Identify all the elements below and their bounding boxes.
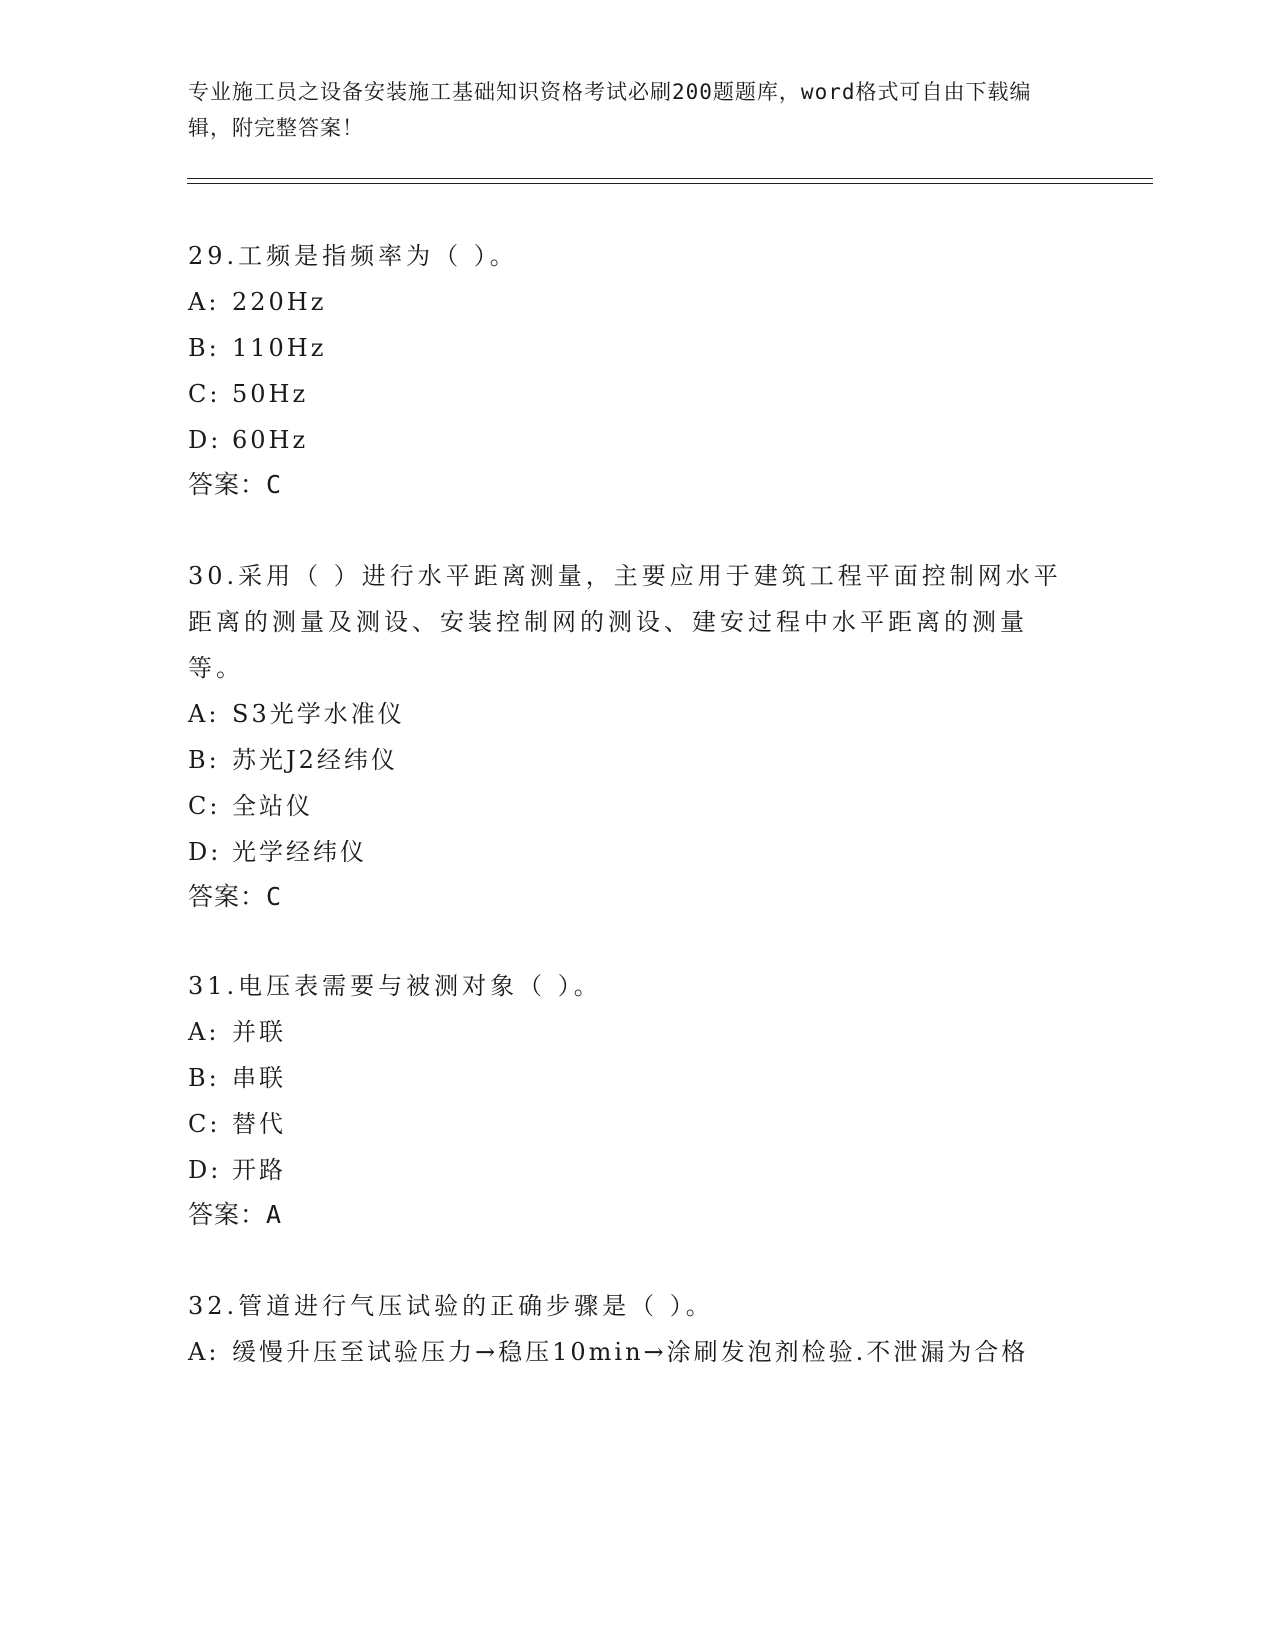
option-text: S3光学水准仪 — [232, 700, 405, 728]
option-a — [188, 1009, 1068, 1055]
option-c — [188, 1101, 1068, 1147]
option-text: 并联 — [232, 1018, 286, 1046]
option-d — [188, 417, 1068, 463]
option-text: 60Hz — [232, 426, 309, 454]
answer-line: 答案：A — [188, 1200, 283, 1229]
option-b — [188, 737, 1068, 783]
option-text: 替代 — [232, 1110, 286, 1138]
header-divider-bottom — [187, 183, 1153, 184]
option-a — [188, 279, 1068, 325]
answer-line: 答案：C — [188, 470, 283, 499]
option-label: D: — [188, 1156, 222, 1184]
option-label: C: — [188, 380, 221, 408]
option-label: B: — [188, 746, 220, 774]
question-31 — [188, 963, 1068, 1237]
question-stem: 32.管道进行气压试验的正确步骤是（ ）。 — [188, 1292, 714, 1320]
option-label: A: — [188, 700, 220, 728]
option-c — [188, 371, 1068, 417]
option-label: B: — [188, 334, 220, 362]
option-text: 缓慢升压至试验压力→稳压10min→涂刷发泡剂检验.不泄漏为合格 — [232, 1338, 1029, 1366]
option-text: 开路 — [232, 1156, 286, 1184]
option-text: 苏光J2经纬仪 — [232, 746, 398, 774]
option-text: 220Hz — [232, 288, 327, 316]
option-text: 全站仪 — [232, 792, 313, 820]
option-label: A: — [188, 288, 220, 316]
option-b — [188, 325, 1068, 371]
option-text: 串联 — [232, 1064, 286, 1092]
answer-line: 答案：C — [188, 882, 283, 911]
option-text: 110Hz — [232, 334, 327, 362]
option-a — [188, 1329, 1068, 1375]
option-label: D: — [188, 838, 222, 866]
option-d — [188, 1147, 1068, 1193]
option-text: 光学经纬仪 — [232, 838, 367, 866]
option-b — [188, 1055, 1068, 1101]
option-d — [188, 829, 1068, 875]
question-32 — [188, 1283, 1068, 1375]
option-label: A: — [188, 1338, 220, 1366]
question-stem: 31.电压表需要与被测对象（ ）。 — [188, 972, 602, 1000]
option-label: C: — [188, 792, 221, 820]
header-divider-top — [187, 178, 1153, 179]
question-29 — [188, 233, 1068, 507]
option-label: B: — [188, 1064, 220, 1092]
option-label: A: — [188, 1018, 220, 1046]
option-label: D: — [188, 426, 222, 454]
question-30 — [188, 553, 1068, 919]
question-stem: 29.工频是指频率为（ ）。 — [188, 242, 518, 270]
question-stem: 30.采用（ ）进行水平距离测量，主要应用于建筑工程平面控制网水平距离的测量及测设、安装控制网的测设、建安过程中水平距离的测量等。 — [188, 562, 1062, 682]
option-label: C: — [188, 1110, 221, 1138]
option-text: 50Hz — [232, 380, 309, 408]
option-a — [188, 691, 1068, 737]
option-c — [188, 783, 1068, 829]
document-header: 专业施工员之设备安装施工基础知识资格考试必刷200题题库，word格式可自由下载编辑，附完整答案！ — [188, 80, 1032, 140]
